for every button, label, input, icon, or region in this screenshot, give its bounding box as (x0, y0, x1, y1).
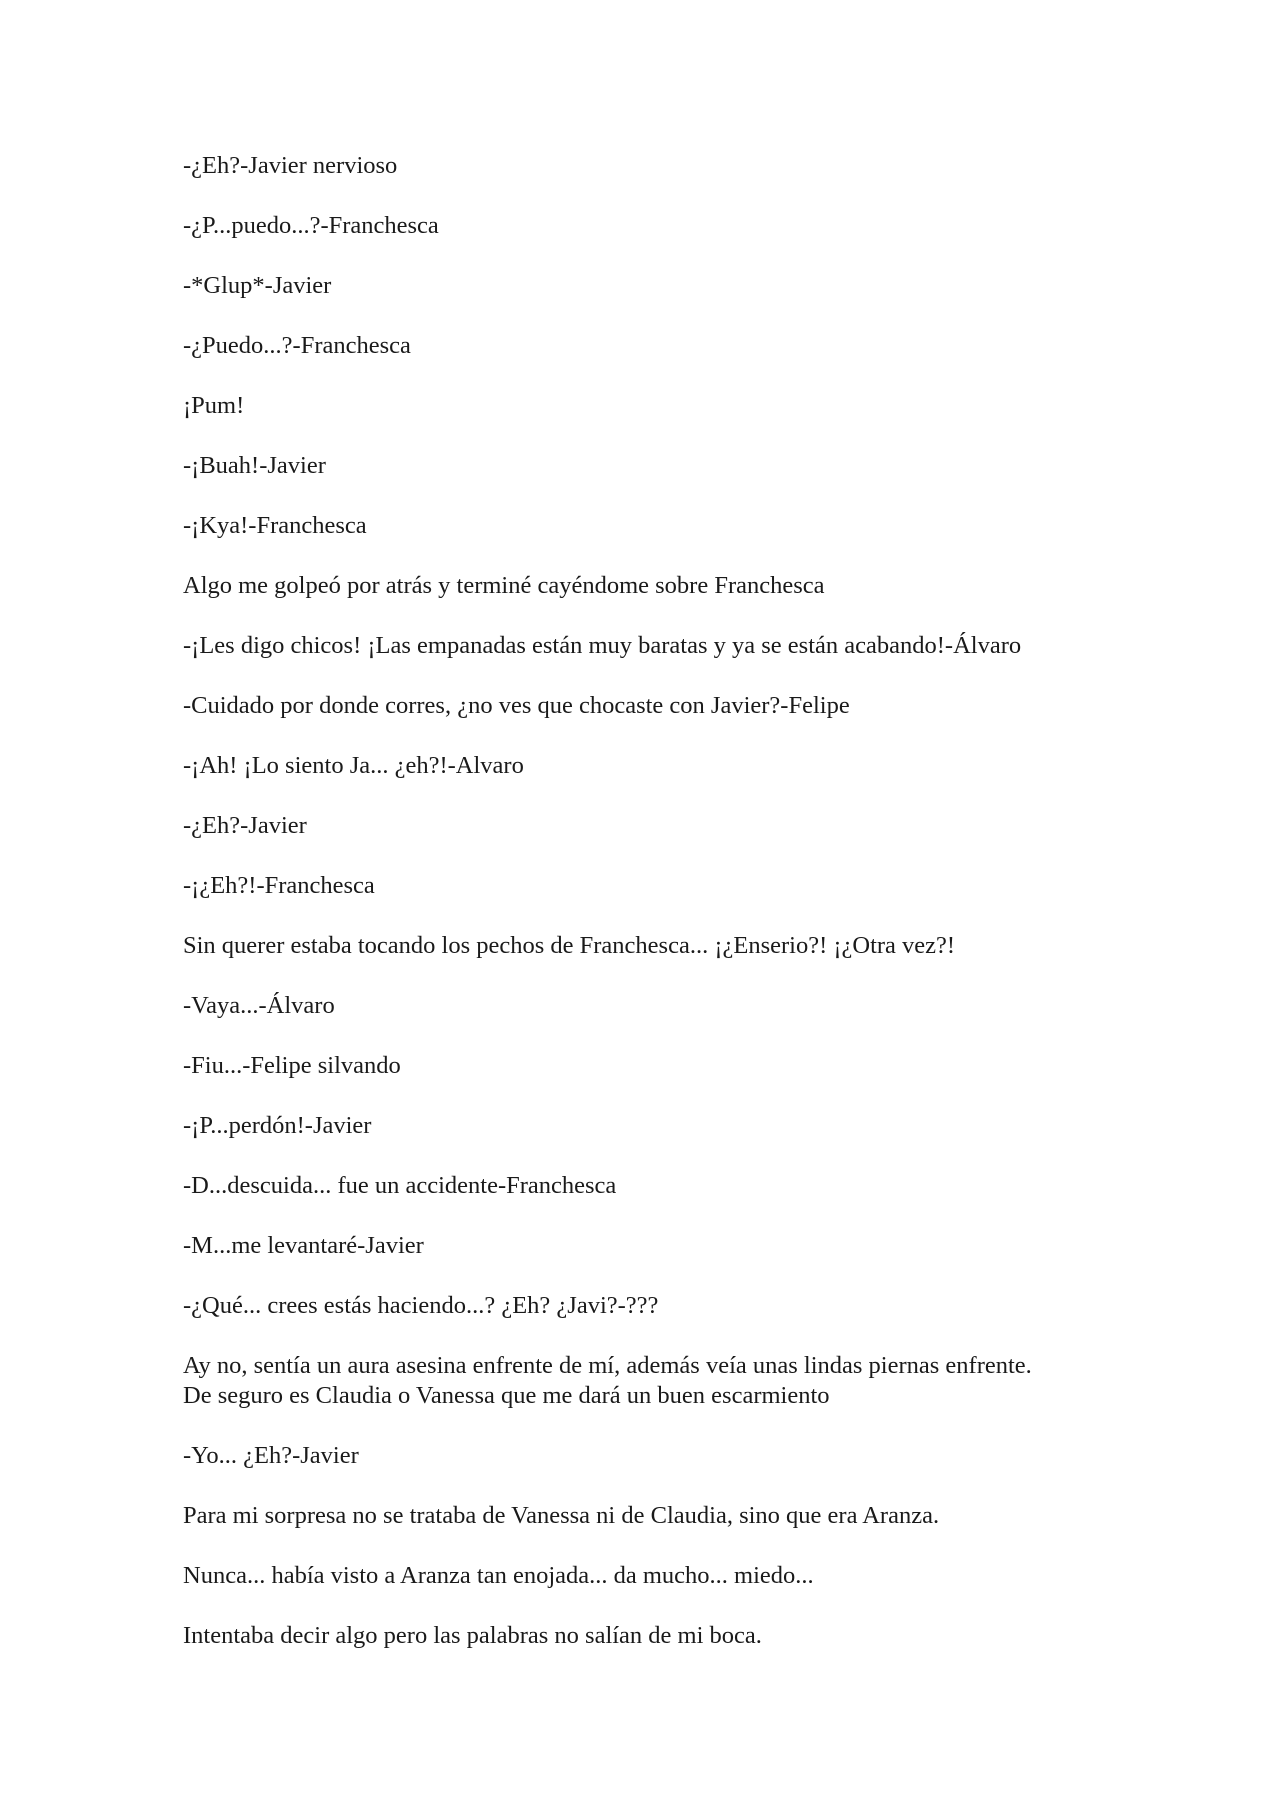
paragraph: Ay no, sentía un aura asesina enfrente de mí, además veía unas lindas piernas enfrente. De seguro es Claudia o Vanessa que me dará un buen escarmiento (183, 1352, 1032, 1409)
paragraph: -Yo... ¿Eh?-Javier (183, 1442, 359, 1469)
paragraph: Sin querer estaba tocando los pechos de Franchesca... ¡¿Enserio?! ¡¿Otra vez?! (183, 932, 956, 959)
paragraph: -¡Les digo chicos! ¡Las empanadas están muy baratas y ya se están acabando!-Álvaro (183, 632, 1022, 659)
paragraph: -*Glup*-Javier (183, 272, 332, 299)
paragraph: -Cuidado por donde corres, ¿no ves que chocaste con Javier?-Felipe (183, 692, 850, 719)
paragraph: -¿Qué... crees estás haciendo...? ¿Eh? ¿Javi?-??? (183, 1292, 659, 1319)
paragraph: -M...me levantaré-Javier (183, 1232, 424, 1259)
paragraph: -¿Eh?-Javier nervioso (183, 152, 398, 179)
paragraph: -¡Kya!-Franchesca (183, 512, 367, 539)
paragraph: -¡P...perdón!-Javier (183, 1112, 372, 1139)
paragraph: Nunca... había visto a Aranza tan enojada... da mucho... miedo... (183, 1562, 814, 1589)
paragraph: ¡Pum! (183, 392, 245, 419)
paragraph: -¿P...puedo...?-Franchesca (183, 212, 439, 239)
paragraph: -¡¿Eh?!-Franchesca (183, 872, 375, 899)
paragraph: -D...descuida... fue un accidente-Franchesca (183, 1172, 617, 1199)
paragraph: -Fiu...-Felipe silvando (183, 1052, 401, 1079)
paragraph: Intentaba decir algo pero las palabras no salían de mi boca. (183, 1622, 762, 1649)
paragraph: -¿Puedo...?-Franchesca (183, 332, 411, 359)
paragraph: -¿Eh?-Javier (183, 812, 307, 839)
paragraph: -¡Buah!-Javier (183, 452, 326, 479)
paragraph: Algo me golpeó por atrás y terminé cayéndome sobre Franchesca (183, 572, 825, 599)
paragraph: -¡Ah! ¡Lo siento Ja... ¿eh?!-Alvaro (183, 752, 524, 779)
paragraph: Para mi sorpresa no se trataba de Vanessa ni de Claudia, sino que era Aranza. (183, 1502, 940, 1529)
document-body (183, 151, 1103, 1681)
paragraph: -Vaya...-Álvaro (183, 992, 335, 1019)
